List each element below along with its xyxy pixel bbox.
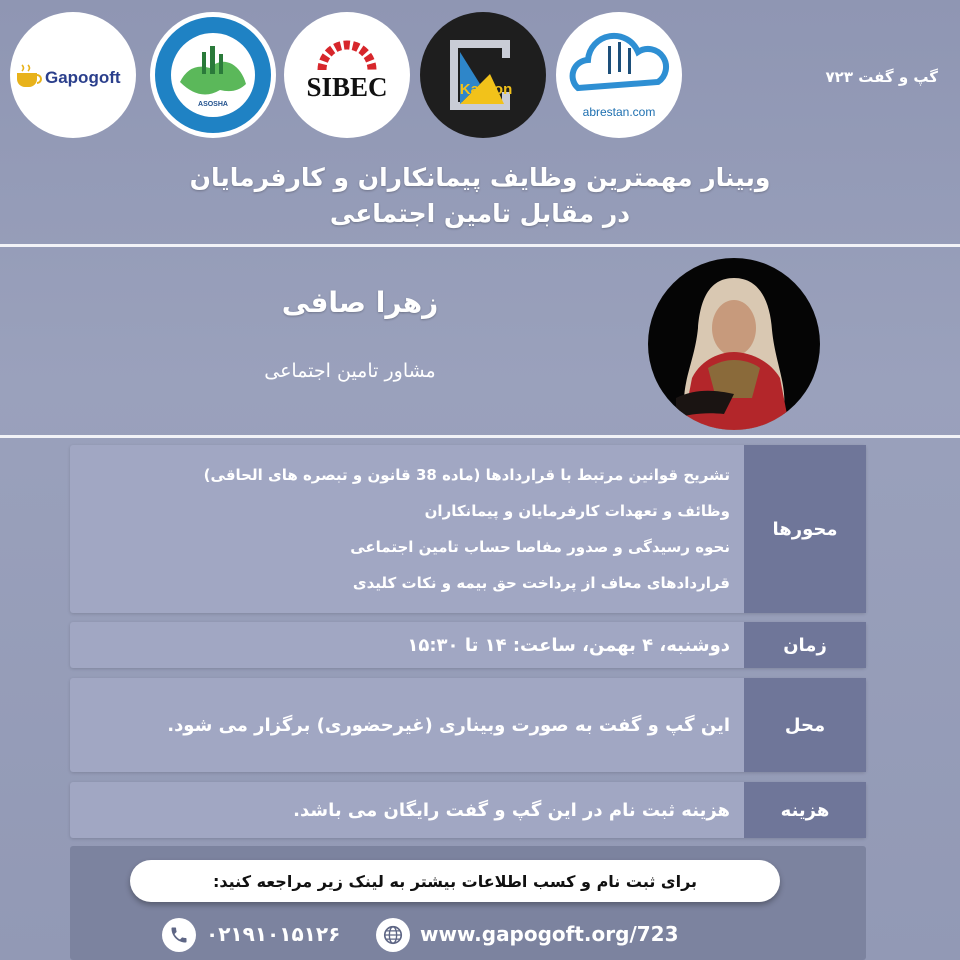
webinar-title: [0, 160, 960, 232]
place-row: [70, 678, 866, 772]
topics-row: [70, 445, 866, 613]
time-label: زمان: [744, 622, 866, 668]
webinar-title-line1: وبینار مهمترین وظایف پیمانکاران و کارفرمایان: [189, 163, 771, 192]
k-monogram-icon: [420, 12, 546, 138]
speaker-role: مشاور تامین اجتماعی: [264, 360, 436, 382]
gapogoft-logo-text: Gapogoft: [45, 68, 121, 87]
asosha-logo: [150, 12, 276, 138]
abrestan-logo: [556, 12, 682, 138]
gapogoft-logo: [10, 12, 136, 138]
kardon-logo: [420, 12, 546, 138]
website-link[interactable]: www.gapogoft.org/723: [420, 922, 679, 946]
sibec-logo-text: SIBEC: [306, 72, 388, 102]
speaker-name: زهرا صافی: [281, 286, 439, 319]
divider-top: [0, 244, 960, 247]
globe-icon[interactable]: [376, 918, 410, 952]
topic-item: وظائف و تعهدات کارفرمایان و پیمانکاران: [424, 502, 730, 520]
registration-cta: برای ثبت نام و کسب اطلاعات بیشتر به لینک زیر مراجعه کنید:: [130, 860, 780, 902]
time-content: [70, 622, 744, 668]
phone-icon[interactable]: [162, 918, 196, 952]
place-label: محل: [744, 678, 866, 772]
divider-bottom: [0, 435, 960, 438]
speaker-portrait-icon: [648, 258, 820, 430]
topics-content: [70, 445, 744, 613]
topic-item: تشریح قوانین مرتبط با قراردادها (ماده 38 قانون و تبصره های الحاقی): [203, 466, 730, 484]
webinar-title-line2: در مقابل تامین اجتماعی: [329, 199, 631, 228]
phone-number[interactable]: ۰۲۱۹۱۰۱۵۱۲۶: [206, 922, 341, 946]
sibec-logo: [284, 12, 410, 138]
topic-item: قراردادهای معاف از پرداخت حق بیمه و نکات کلیدی: [352, 574, 730, 592]
place-value: این گپ و گفت به صورت وبیناری (غیرحضوری) برگزار می شود.: [167, 714, 730, 736]
gear-icon: [284, 12, 410, 138]
series-label: گپ و گفت ۷۲۳: [825, 68, 938, 86]
cloud-icon: [556, 12, 682, 138]
fee-label: هزینه: [744, 782, 866, 838]
fee-row: [70, 782, 866, 838]
fee-content: [70, 782, 744, 838]
coffee-cup-icon: [13, 55, 133, 95]
speaker-photo: [648, 258, 820, 430]
time-row: [70, 622, 866, 668]
map-emblem-icon: [150, 12, 276, 138]
asosha-logo-text: ASOSHA: [198, 101, 228, 108]
registration-footer: [70, 846, 866, 960]
fee-value: هزینه ثبت نام در این گپ و گفت رایگان می باشد.: [293, 799, 730, 821]
place-content: [70, 678, 744, 772]
kardon-logo-text: Kardon: [459, 81, 513, 98]
abrestan-logo-text: abrestan.com: [582, 105, 656, 119]
time-value: دوشنبه، ۴ بهمن، ساعت: ۱۴ تا ۱۵:۳۰: [407, 634, 730, 656]
topics-label: محورها: [744, 445, 866, 613]
topic-item: نحوه رسیدگی و صدور مفاصا حساب تامین اجتماعی: [350, 538, 730, 556]
